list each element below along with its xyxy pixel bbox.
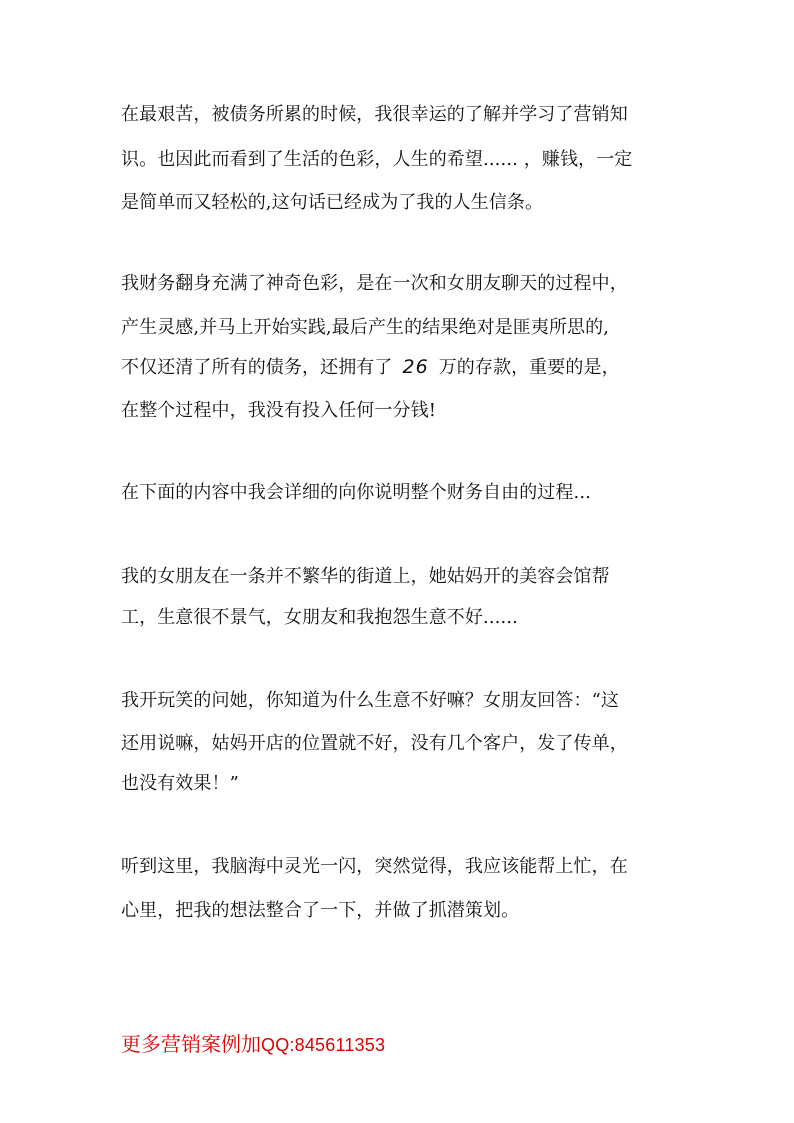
paragraph-1-line-1: 在最艰苦，被债务所累的时候，我很幸运的了解并学习了营销知 [121, 104, 628, 125]
paragraph-1-line-3: 是简单而又轻松的,这句话已经成为了我的人生信条。 [121, 192, 544, 213]
paragraph-2-line-1: 我财务翻身充满了神奇色彩，是在一次和女朋友聊天的过程中， [121, 273, 628, 294]
paragraph-4-line-2: 工，生意很不景气，女朋友和我抱怨生意不好...... [121, 607, 518, 628]
footer-qq-number: QQ:845611353 [261, 1035, 386, 1055]
footer-contact [121, 1029, 385, 1060]
paragraph-5-line-1: 我开玩笑的问她，你知道为什么生意不好嘛？女朋友回答：“这 [121, 690, 619, 711]
paragraph-2-line-3 [121, 353, 620, 382]
savings-amount: 26 [402, 356, 429, 378]
paragraph-2-line-4: 在整个过程中，我没有投入任何一分钱! [121, 400, 437, 421]
paragraph-5-line-2: 还用说嘛，姑妈开店的位置就不好，没有几个客户，发了传单， [121, 733, 628, 754]
paragraph-4-line-1: 我的女朋友在一条并不繁华的街道上，她姑妈开的美容会馆帮 [121, 566, 610, 587]
paragraph-2-line-2: 产生灵感,并马上开始实践,最后产生的结果绝对是匪夷所思的, [121, 317, 610, 338]
paragraph-5-line-3: 也没有效果！” [121, 773, 239, 794]
paragraph-1-line-2: 识。也因此而看到了生活的色彩，人生的希望...... ，赚钱，一定 [121, 149, 633, 170]
footer-text: 更多营销案例加 [121, 1032, 261, 1056]
line-text-after-number: 万的存款，重要的是， [438, 357, 620, 378]
paragraph-6-line-2: 心里，把我的想法整合了一下，并做了抓潜策划。 [121, 900, 520, 921]
paragraph-3-line-1: 在下面的内容中我会详细的向你说明整个财务自由的过程... [121, 482, 591, 503]
paragraph-6-line-1: 听到这里，我脑海中灵光一闪，突然觉得，我应该能帮上忙，在 [121, 856, 628, 877]
line-text-before-number: 不仅还清了所有的债务，还拥有了 [121, 357, 393, 378]
